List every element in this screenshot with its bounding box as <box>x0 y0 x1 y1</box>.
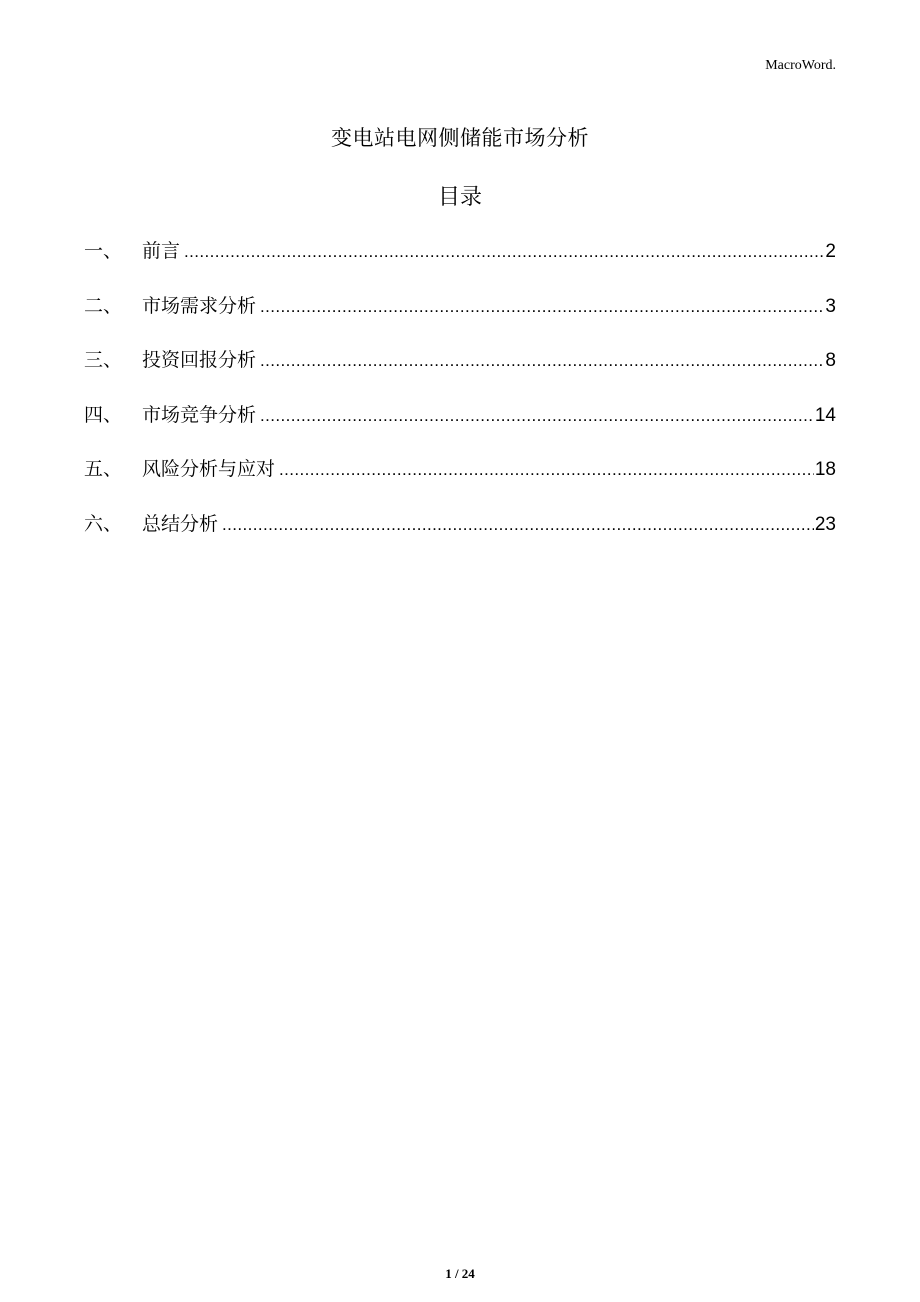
toc-entry-number: 一、 <box>84 240 123 262</box>
toc-dot-leader <box>260 342 824 380</box>
toc-dot-leader <box>260 288 824 326</box>
toc-entry-page[interactable]: 23 <box>814 513 836 535</box>
document-title: 变电站电网侧储能市场分析 <box>331 126 589 150</box>
toc-entry-title[interactable]: 风险分析与应对 <box>142 458 276 480</box>
toc-entry-title[interactable]: 市场需求分析 <box>142 294 257 317</box>
toc-entry-page[interactable]: 18 <box>814 459 836 480</box>
page-indicator: 1 / 24 <box>445 1266 475 1281</box>
toc-entry-summary[interactable] <box>84 505 836 560</box>
toc-entry-title[interactable]: 市场竞争分析 <box>142 403 257 426</box>
toc-entry-number: 四、 <box>84 403 123 426</box>
toc-entry-page[interactable]: 3 <box>825 295 836 317</box>
toc-entry-page[interactable]: 2 <box>825 241 836 262</box>
toc-entry-title[interactable]: 总结分析 <box>142 512 219 535</box>
toc-entry-risk-analysis[interactable] <box>84 450 836 505</box>
toc-dot-leader <box>260 397 814 435</box>
header-brand: MacroWord. <box>765 58 836 73</box>
toc-entry-competition-analysis[interactable] <box>84 396 836 451</box>
toc-entry-roi-analysis[interactable] <box>84 341 836 396</box>
toc-dot-leader <box>222 506 814 544</box>
toc-entry-page[interactable]: 8 <box>825 350 836 371</box>
table-of-contents <box>84 232 836 559</box>
toc-entry-preface[interactable] <box>84 232 836 287</box>
toc-entry-title[interactable]: 前言 <box>142 240 181 262</box>
toc-dot-leader <box>279 451 814 489</box>
toc-heading: 目录 <box>437 185 482 210</box>
toc-entry-page[interactable]: 14 <box>814 404 836 426</box>
toc-entry-number: 二、 <box>84 294 123 317</box>
toc-entry-number: 三、 <box>84 349 123 371</box>
toc-entry-title[interactable]: 投资回报分析 <box>142 349 257 371</box>
toc-entry-demand-analysis[interactable] <box>84 287 836 342</box>
toc-entry-number: 五、 <box>84 458 123 480</box>
toc-entry-number: 六、 <box>84 512 123 535</box>
toc-dot-leader <box>184 233 824 271</box>
